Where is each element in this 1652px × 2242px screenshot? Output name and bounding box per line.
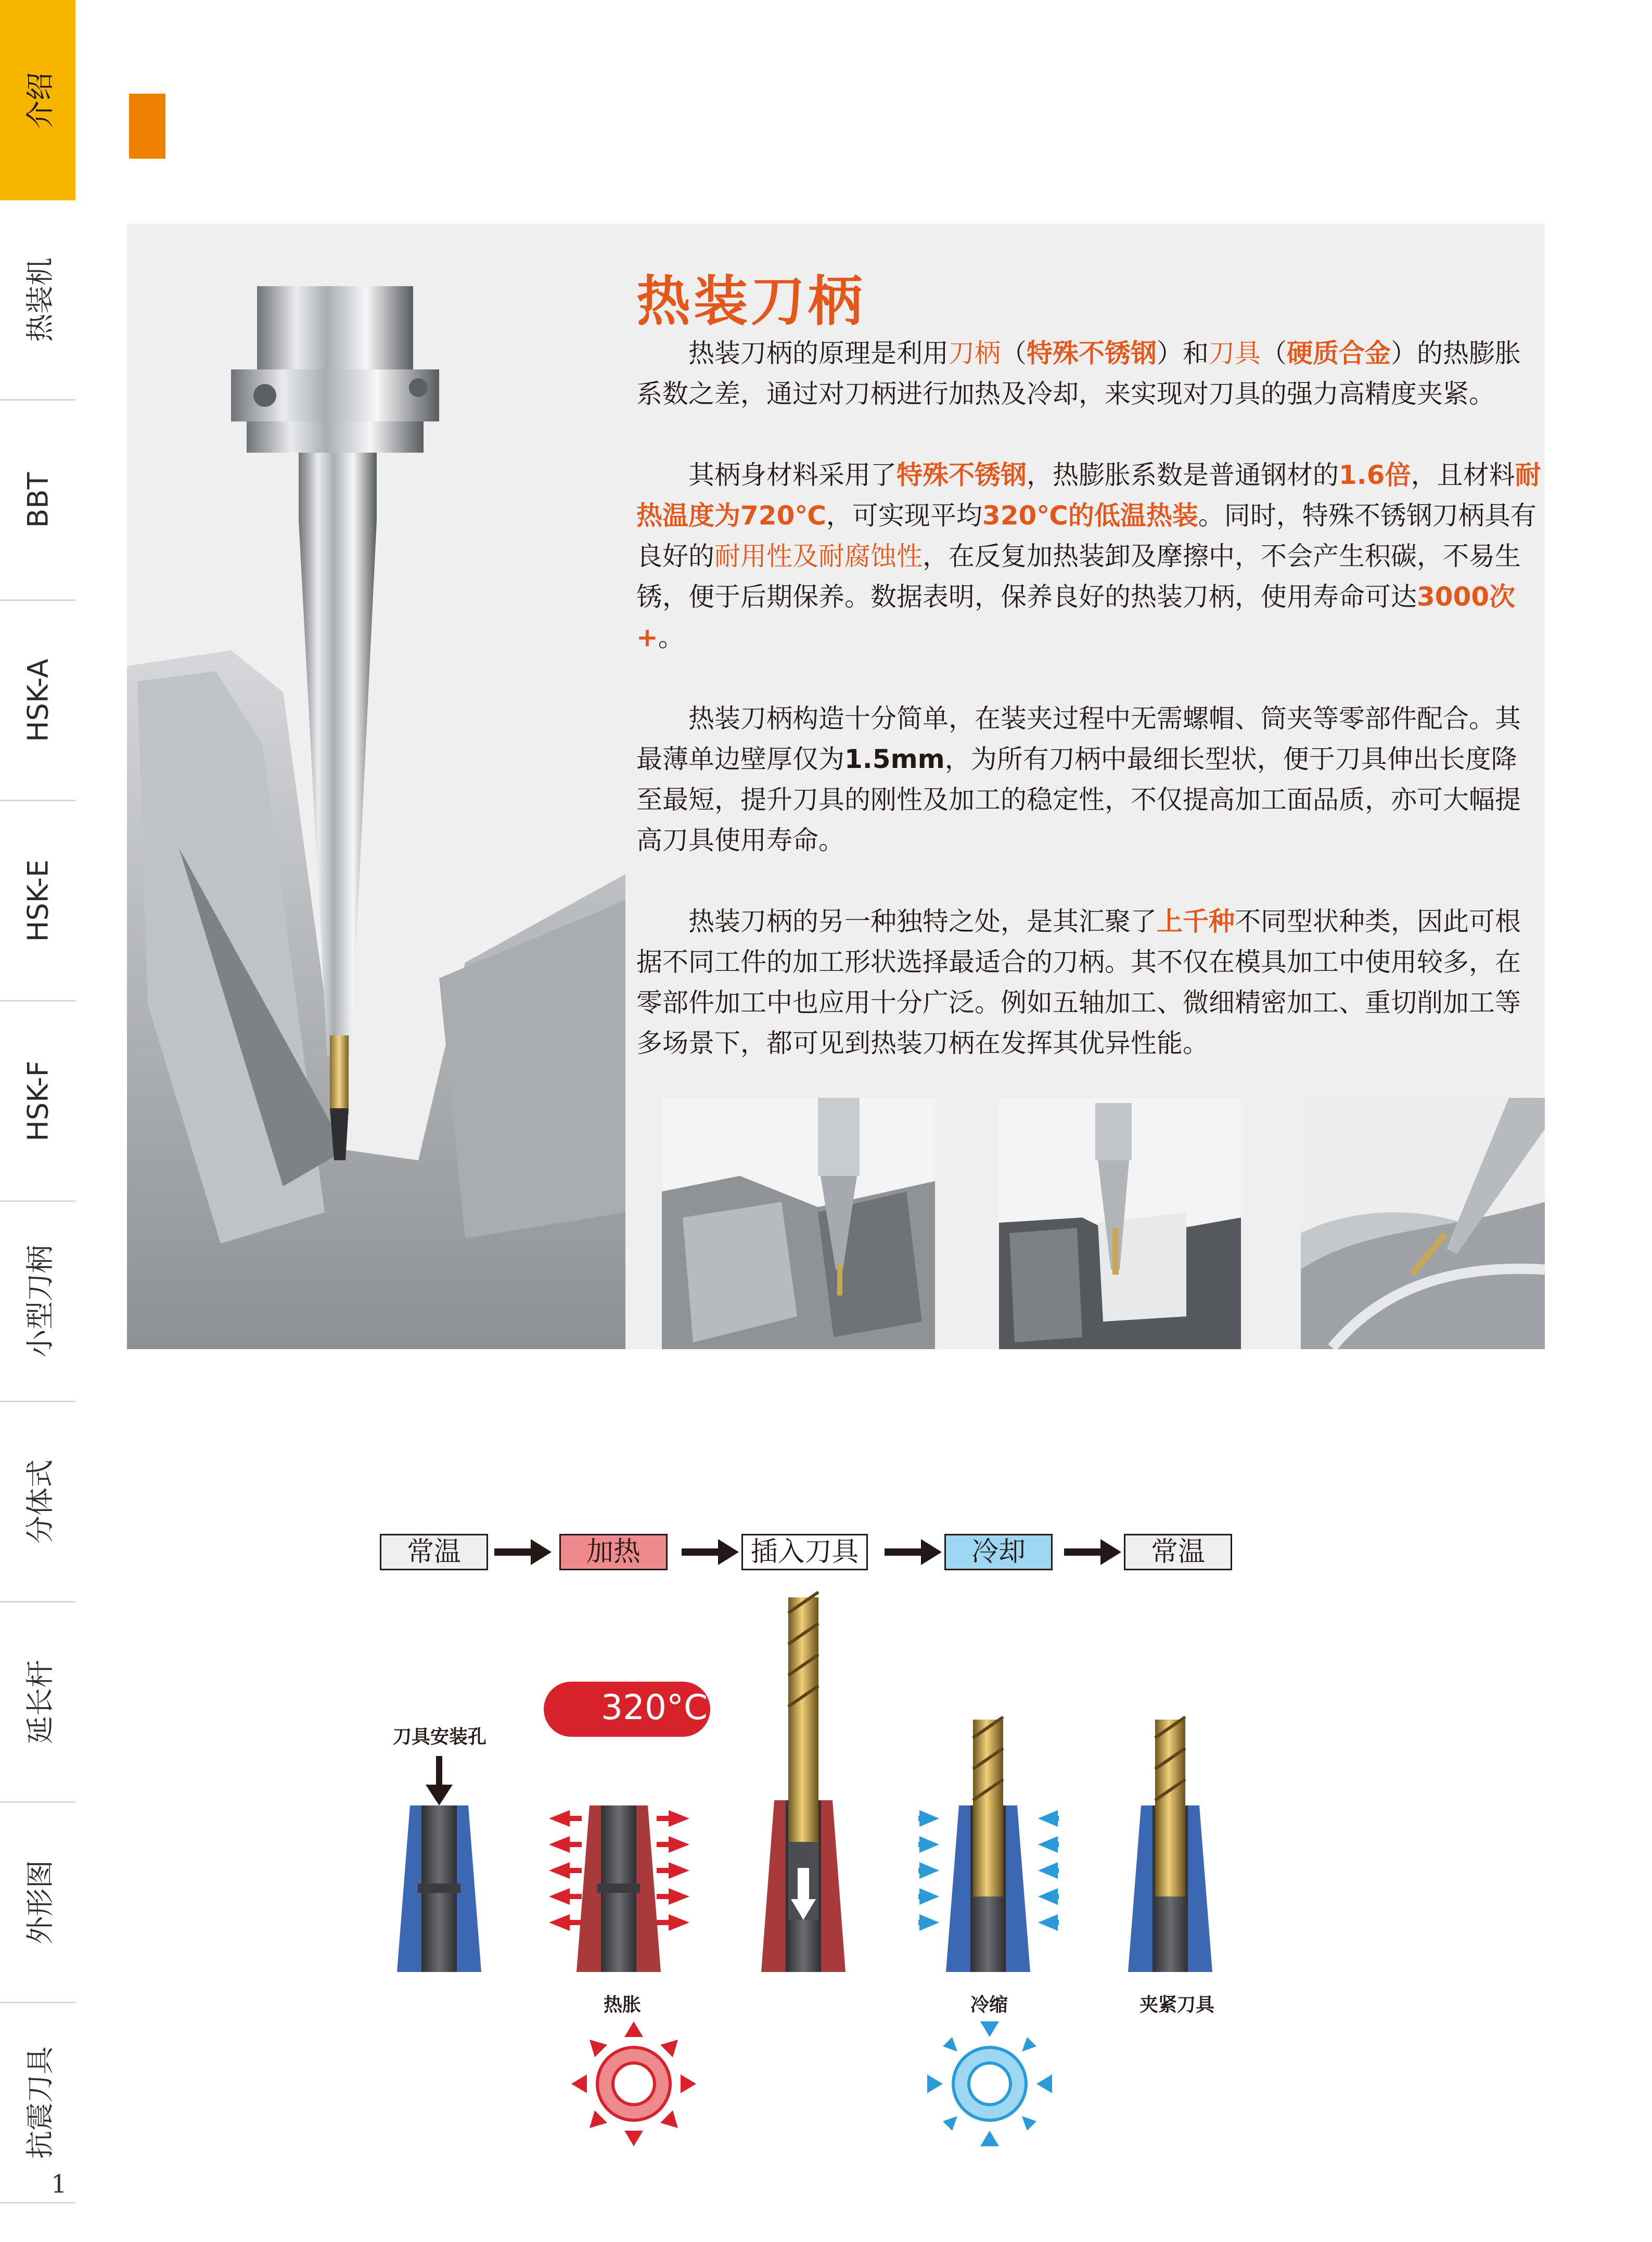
- sidebar-tab-label: 外形图: [23, 1860, 56, 1944]
- flow-arrows: [494, 1539, 1121, 1565]
- caption-tool-hole: 刀具安装孔: [393, 1726, 487, 1748]
- text-run: 耐用性及耐腐蚀性: [714, 541, 923, 571]
- text-run: ，在反复加热装卸及摩擦中，不会产生积碳，不易生锈，便于后期保养。数据表明，保养良好的热装刀柄，使用寿命可达: [636, 541, 1521, 612]
- text-run: 其柄身材料采用了: [688, 460, 897, 490]
- sidebar-tab-label: 抗震刀具: [23, 2046, 56, 2159]
- text-run: ，可实现平均: [826, 501, 982, 531]
- text-run: 刀具: [1209, 338, 1261, 368]
- holder-heated: [549, 1805, 689, 1972]
- text-run: 。同时，特殊不锈钢刀柄具有良好的: [636, 501, 1536, 571]
- holder-tool-insert: [761, 1592, 846, 1972]
- caption-clamp: 夹紧刀具: [1139, 1994, 1215, 2016]
- sidebar-tab-label: 热装机: [23, 258, 56, 342]
- caption-shrink: 冷缩: [970, 1994, 1008, 2016]
- holder-room-temp: [397, 1756, 481, 1972]
- ring-expand-icon: [571, 2021, 696, 2146]
- text-run: 刀柄: [949, 338, 1001, 368]
- sidebar-tab-label: BBT: [21, 472, 54, 528]
- text-run: （: [1261, 338, 1287, 368]
- process-step-2: 插入刀具: [741, 1534, 868, 1570]
- text-run: （: [1001, 338, 1027, 368]
- text-run: 热装刀柄的另一种独特之处，是其汇聚了: [688, 906, 1157, 937]
- sidebar-tab-label: HSK-E: [21, 859, 54, 942]
- sidebar-tab-label: 分体式: [23, 1459, 56, 1544]
- text-run: 热装刀柄构造十分简单，在装夹过程中无需螺帽、筒夹等零部件配合。其最薄单边壁厚仅为: [636, 703, 1521, 774]
- text-run: ）和: [1157, 338, 1209, 368]
- page-title: 热装刀柄: [636, 270, 866, 333]
- text-run: 硬质合金: [1287, 338, 1391, 368]
- process-step-4: 常温: [1124, 1534, 1232, 1570]
- text-run: ，热膨胀系数是普通钢材的: [1027, 460, 1339, 490]
- sidebar-tab-label: HSK-A: [21, 659, 54, 742]
- ring-shrink-icon: [927, 2021, 1052, 2146]
- sidebar-tab-label: 延长杆: [23, 1660, 56, 1744]
- sidebar-tab-label: 小型刀柄: [23, 1245, 56, 1357]
- text-run: 耐热温度为720℃: [636, 460, 1541, 531]
- sidebar-tab-label: 介绍: [23, 72, 56, 129]
- text-run: 1.5mm: [844, 744, 945, 774]
- text-run: 特殊不锈钢: [1027, 338, 1157, 368]
- text-run: 3000次+: [636, 582, 1516, 652]
- text-run: 上千种: [1157, 906, 1235, 937]
- temperature-label: 320°C: [601, 1687, 708, 1727]
- text-run: 特殊不锈钢: [897, 460, 1027, 490]
- text-run: 不同型状种类，因此可根据不同工件的加工形状选择最适合的刀柄。其不仅在模具加工中使用较多，在零部件加工中也应用十分广泛。例如五轴加工、微细精密加工、重切削加工等多场景下，都可见到热装刀柄在发挥其优异性能。: [636, 906, 1521, 1058]
- text-run: ）的热膨胀系数之差，通过对刀柄进行加热及冷却，来实现对刀具的强力高精度夹紧。: [636, 338, 1521, 409]
- text-run: 。: [658, 622, 684, 652]
- text-run: ，为所有刀柄中最细长型状，便于刀具伸出长度降至最短，提升刀具的刚性及加工的稳定性，不仅提高加工面品质，亦可大幅提高刀具使用寿命。: [636, 744, 1521, 855]
- text-run: ，且材料: [1411, 460, 1515, 490]
- text-run: 热装刀柄的原理是利用: [688, 338, 949, 368]
- sidebar-tab-label: HSK-F: [21, 1060, 54, 1142]
- text-run: 1.6倍: [1339, 460, 1411, 490]
- process-step-1: 加热: [559, 1534, 668, 1570]
- caption-expand: 热胀: [604, 1994, 642, 2016]
- holder-clamped: [1128, 1717, 1212, 1972]
- process-step-3: 冷却: [944, 1534, 1053, 1570]
- text-run: 320℃的低温热装: [982, 501, 1198, 531]
- process-step-0: 常温: [380, 1534, 488, 1570]
- page-number: 1: [51, 2170, 67, 2199]
- holder-cooling: [918, 1717, 1059, 1972]
